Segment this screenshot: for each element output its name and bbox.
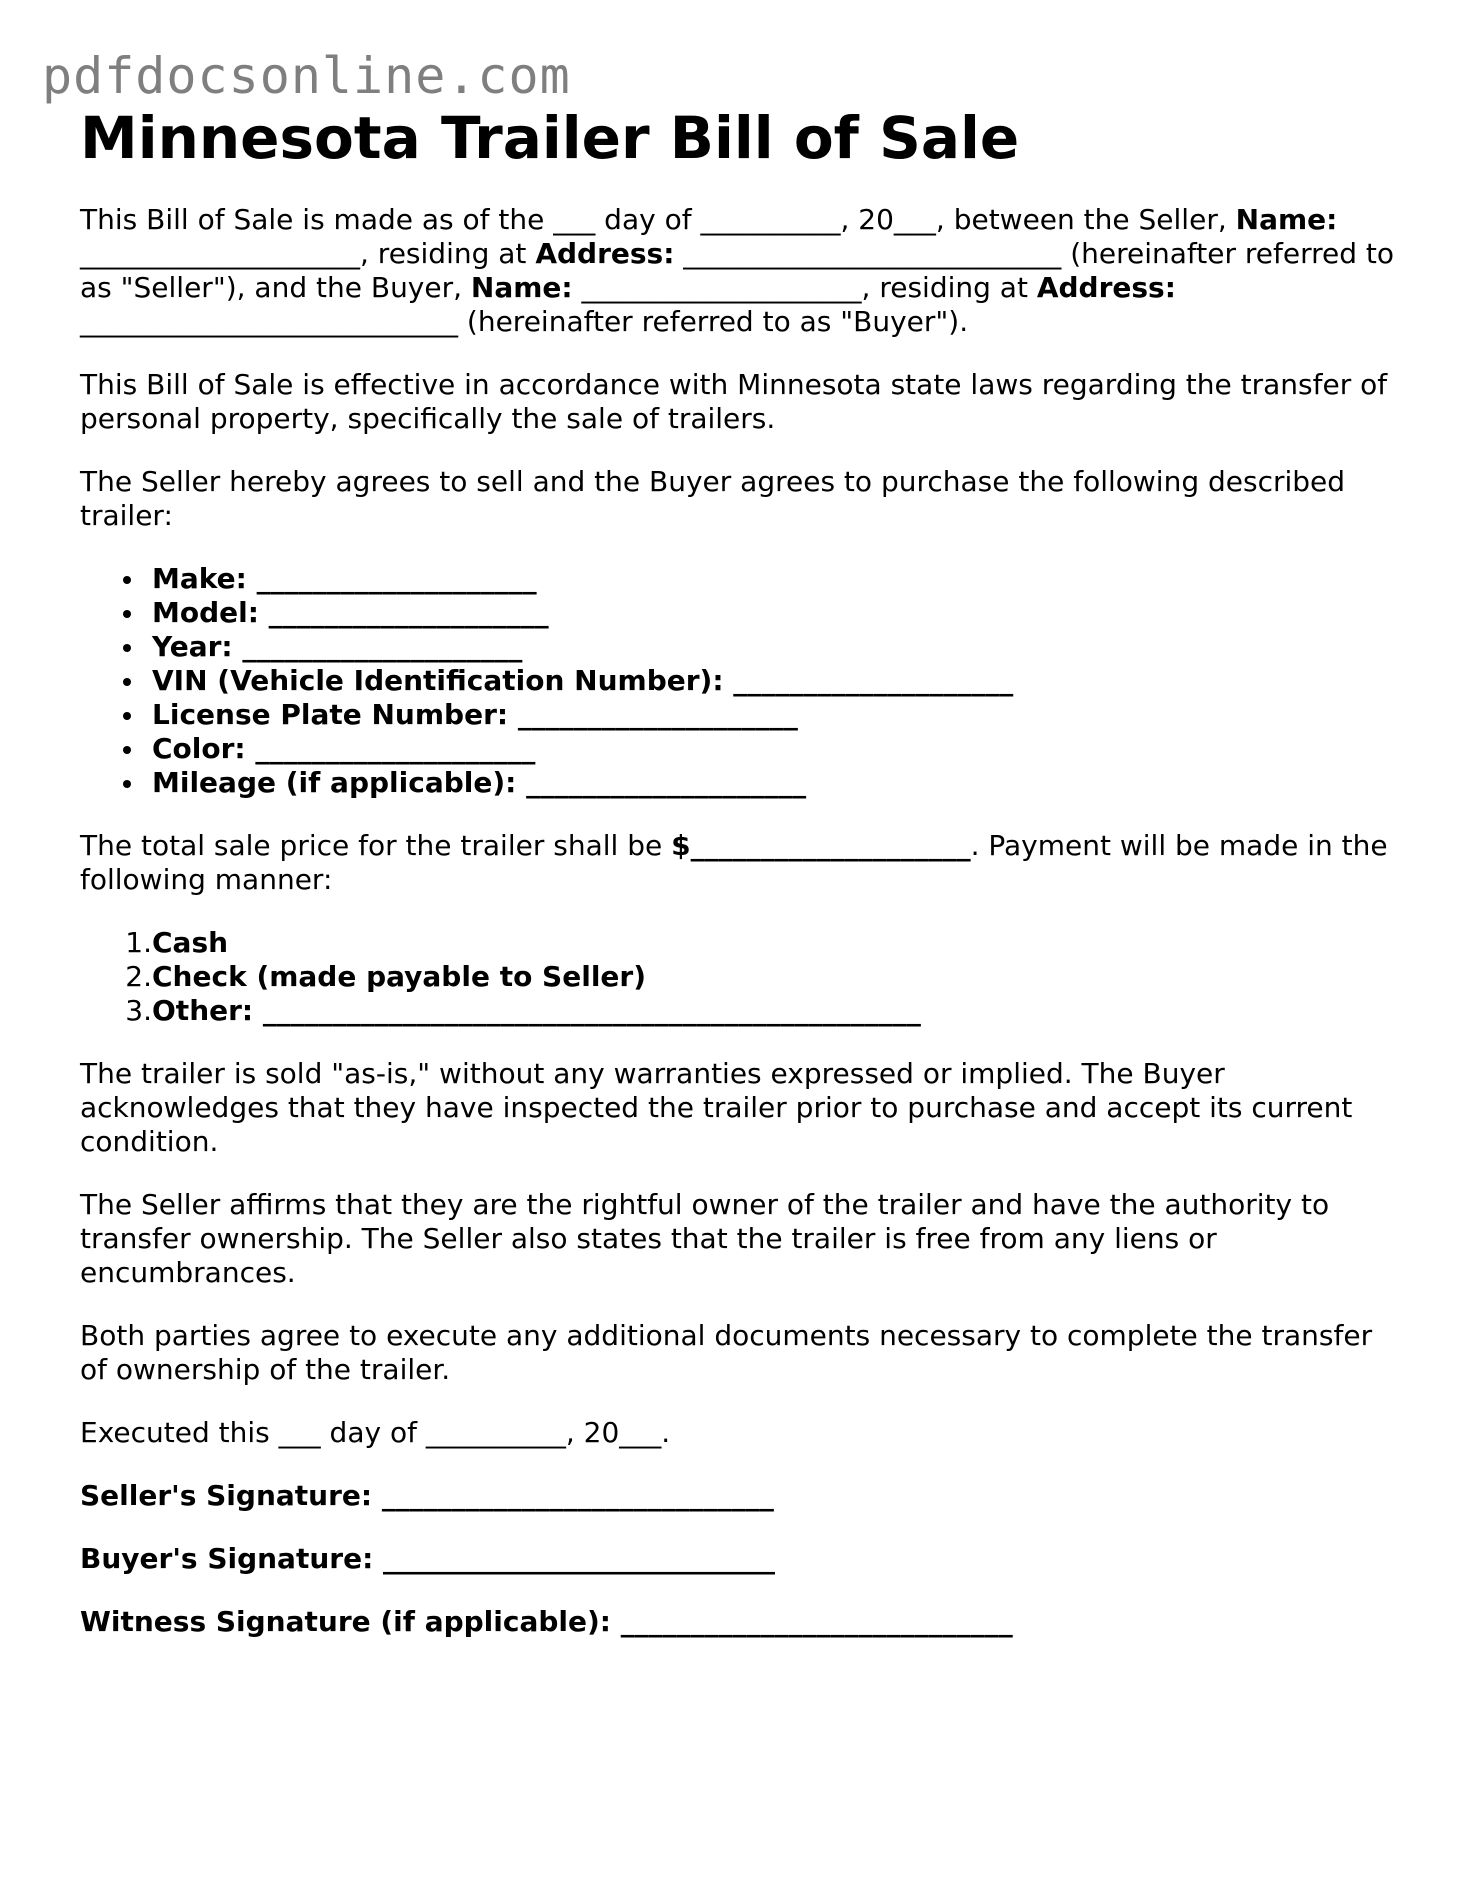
detail-vin: VIN (Vehicle Identification Number): ____________________ <box>152 664 1400 698</box>
detail-year: Year: ____________________ <box>152 630 1400 664</box>
payment-method-other <box>80 994 1400 1028</box>
intro-text-4: ____________________, residing at <box>572 271 1037 304</box>
list-number: 1. <box>125 926 152 959</box>
payment-label: Cash <box>152 926 229 959</box>
detail-mileage: Mileage (if applicable): ____________________ <box>152 766 1400 800</box>
page-title: Minnesota Trailer Bill of Sale <box>80 104 1020 172</box>
list-number: 3. <box>125 994 152 1027</box>
price-text-2: . Payment will be made in the following manner: <box>80 829 1388 896</box>
watermark: pdfdocsonline.com <box>42 47 571 105</box>
buyer-name-label: Name: <box>470 271 573 304</box>
intro-text-5: ___________________________ (hereinafter referred to as "Buyer"). <box>80 305 969 338</box>
payment-methods-list <box>80 926 1400 1028</box>
seller-name-label: Name: <box>1235 203 1338 236</box>
detail-make: Make: ____________________ <box>152 562 1400 596</box>
additional-documents-paragraph: Both parties agree to execute any additional documents necessary to complete the transfer of ownership of the trailer. <box>80 1319 1373 1386</box>
payment-label: Check (made payable to Seller) <box>152 960 647 993</box>
payment-method-check <box>80 960 1400 994</box>
intro-text-3: ___________________________ (hereinafter referred to as "Seller"), and the Buyer, <box>80 237 1395 304</box>
executed-line: Executed this ___ day of __________, 20___. <box>80 1416 671 1449</box>
price-amount: $____________________ <box>671 829 971 862</box>
detail-license-plate: License Plate Number: ____________________ <box>152 698 1400 732</box>
document-body <box>80 100 1400 1639</box>
payment-method-cash <box>80 926 1400 960</box>
price-text-1: The total sale price for the trailer shall be <box>80 829 672 862</box>
detail-color: Color: ____________________ <box>152 732 1400 766</box>
payment-label: Other: _______________________________________________ <box>152 994 921 1027</box>
intro-text-2: ____________________, residing at <box>80 237 536 270</box>
ownership-paragraph: The Seller affirms that they are the rightful owner of the trailer and have the authority to transfer ownership. The Seller also states that the trailer is free from any liens or encumbrances. <box>80 1188 1330 1289</box>
buyer-signature-line: Buyer's Signature: ____________________________ <box>80 1542 776 1575</box>
detail-model: Model: ____________________ <box>152 596 1400 630</box>
witness-signature-line: Witness Signature (if applicable): ____________________________ <box>80 1605 1013 1638</box>
agreement-paragraph: The Seller hereby agrees to sell and the Buyer agrees to purchase the following described trailer: <box>80 465 1346 532</box>
intro-paragraph <box>80 203 1400 339</box>
list-number: 2. <box>125 960 152 993</box>
price-paragraph <box>80 829 1400 897</box>
buyer-address-label: Address: <box>1036 271 1176 304</box>
trailer-details-list <box>80 562 1400 800</box>
seller-address-label: Address: <box>535 237 675 270</box>
seller-signature-line: Seller's Signature: ____________________________ <box>80 1479 774 1512</box>
as-is-paragraph: The trailer is sold "as-is," without any warranties expressed or implied. The Buyer acknowledges that they have inspected the trailer prior to purchase and accept its current condition. <box>80 1057 1353 1158</box>
intro-text-1: This Bill of Sale is made as of the ___ day of __________, 20___, between the Seller, <box>80 203 1236 236</box>
effective-paragraph: This Bill of Sale is effective in accordance with Minnesota state laws regarding the transfer of personal property, specifically the sale of trailers. <box>80 368 1388 435</box>
